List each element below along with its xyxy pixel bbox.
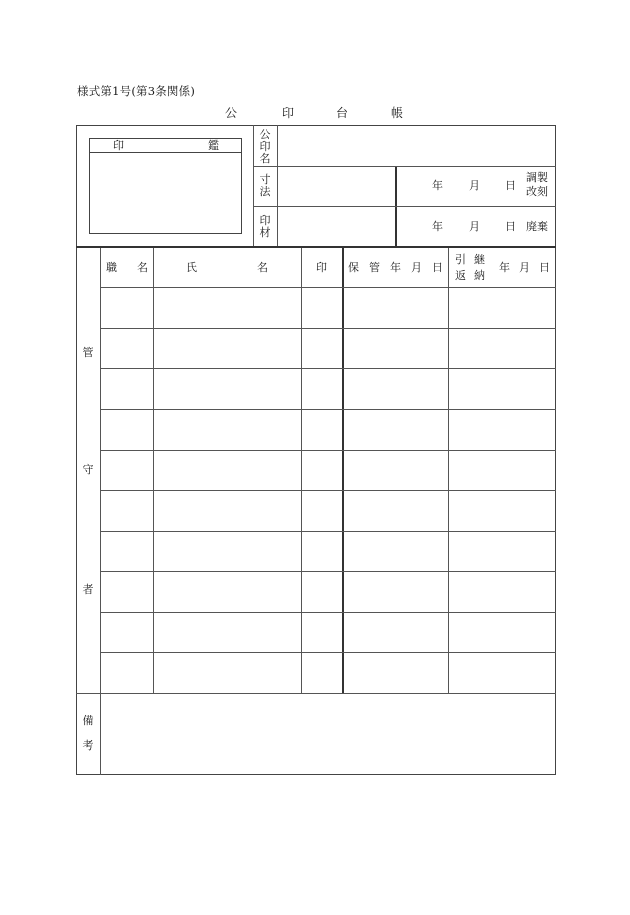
col-transfer-day: 日 — [539, 261, 550, 274]
disposal-year: 年 — [432, 220, 443, 233]
col-transfer-top-1: 引 — [455, 253, 466, 266]
col-seal: 印 — [316, 261, 327, 274]
disposal-day: 日 — [505, 220, 516, 233]
col-transfer-month: 月 — [519, 261, 530, 274]
remarks-label-1: 備 — [82, 714, 94, 727]
title-char-4: 帳 — [391, 106, 404, 120]
material-field[interactable] — [279, 208, 394, 245]
form-number-label: 様式第1号(第3条関係) — [77, 84, 196, 98]
col-name-2: 名 — [257, 261, 268, 274]
custodian-side-label-1: 管 — [82, 346, 94, 359]
col-transfer-top-2: 継 — [474, 253, 485, 266]
seal-name-label-3: 名 — [259, 152, 271, 165]
disposal-month: 月 — [469, 220, 480, 233]
col-transfer-bottom-1: 返 — [455, 269, 466, 282]
custodian-side-label-3: 者 — [82, 583, 94, 596]
seal-name-field[interactable] — [279, 127, 555, 165]
title-char-3: 台 — [336, 106, 349, 120]
disposal-label: 廃棄 — [526, 220, 548, 233]
made-month: 月 — [469, 179, 480, 192]
seal-impression-header — [89, 138, 242, 153]
material-label-2: 材 — [259, 226, 271, 239]
made-day: 日 — [505, 179, 516, 192]
col-keep-1: 保 — [348, 261, 359, 274]
made-label-1: 調製 — [526, 171, 548, 184]
col-name-1: 氏 — [186, 261, 197, 274]
seal-name-label-1: 公 — [259, 128, 271, 141]
col-keep-3: 年 — [390, 261, 401, 274]
custodian-side-label-2: 守 — [82, 463, 94, 476]
remarks-field[interactable] — [102, 695, 555, 774]
dimensions-field[interactable] — [279, 168, 394, 205]
col-transfer-bottom-2: 納 — [474, 269, 485, 282]
col-title-2: 名 — [137, 261, 148, 274]
remarks-label-2: 考 — [82, 739, 94, 752]
col-keep-2: 管 — [369, 261, 380, 274]
made-year: 年 — [432, 179, 443, 192]
title-char-1: 公 — [225, 106, 238, 120]
dimensions-label-2: 法 — [259, 185, 271, 198]
dimensions-label-1: 寸 — [259, 173, 271, 186]
seal-header-left: 印 — [113, 139, 124, 152]
seal-header-right: 鑑 — [208, 139, 219, 152]
col-keep-4: 月 — [411, 261, 422, 274]
col-keep-5: 日 — [432, 261, 443, 274]
col-transfer-year: 年 — [499, 261, 510, 274]
col-title-1: 職 — [106, 261, 117, 274]
title-char-2: 印 — [282, 106, 295, 120]
material-label-1: 印 — [259, 214, 271, 227]
seal-name-label-2: 印 — [259, 140, 271, 153]
made-label-2: 改刻 — [526, 185, 548, 198]
